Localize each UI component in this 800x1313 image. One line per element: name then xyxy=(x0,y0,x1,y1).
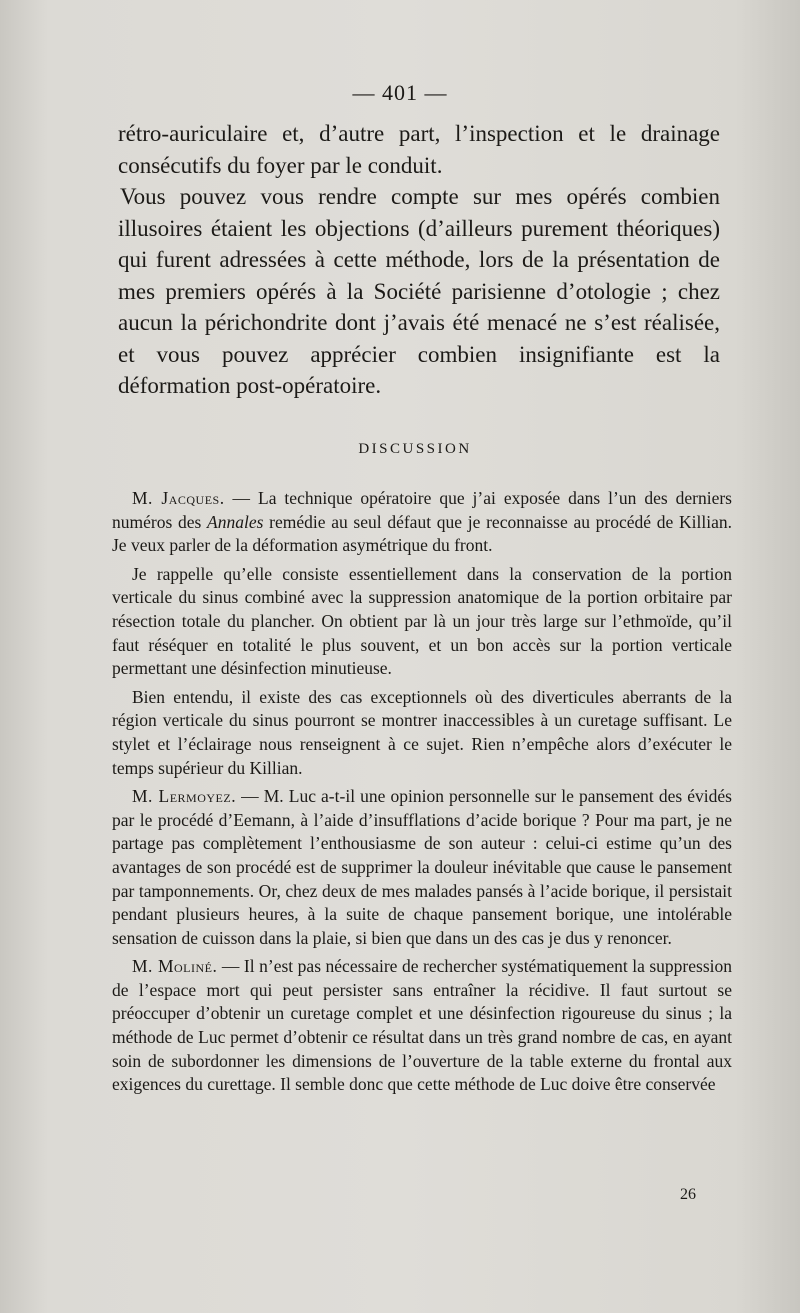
jacques-text-before: — La technique opératoire que j’ai exposée dans l’un des derniers numéros des xyxy=(112,488,732,532)
discussion-body xyxy=(112,487,732,1102)
speaker-name: M. Jacques. xyxy=(132,488,225,508)
jacques-paragraph-2: Je rappelle qu’elle consiste essentiellement dans la conservation de la portion verticale du sinus combiné avec la suppression anatomique de la portion orbitaire par résection totale du plancher. On obtient par là un jour très large sur l’ethmoïde, qu’il faut réséquer en totalité le plus souvent, et un bon accès sur la portion verticale permettant une désinfection minutieuse. xyxy=(112,563,732,679)
lermoyez-paragraph xyxy=(112,785,732,950)
molinie-text: — Il n’est pas nécessaire de rechercher systématiquement la suppression de l’espace mort qui peut persister sans entraîner la récidive. Il faut surtout se préoccuper d’obtenir un curetage complet et une désinfection rigoureuse du sinus ; la méthode de Luc permet d’obtenir ce résultat dans un très grand nombre de cas, en ayant soin de subordonner les dimensions de l’ouverture de la table externe du frontal aux exigences du curettage. Il semble donc que cette méthode de Luc doive être conservée xyxy=(112,956,733,1095)
paragraph-2-text: Vous pouvez vous rendre compte sur mes opérés combien illusoires étaient les objections (d’ailleurs purement théoriques) qui furent adressées à cette méthode, lors de la présentation de mes premiers opérés à la Société parisienne d’otologie ; chez aucun la périchondrite dont j’avais été menacé ne s’est réalisée, et vous pouvez apprécier combien insignifiante est la déformation post-opératoire. xyxy=(118,184,720,398)
molinie-paragraph xyxy=(112,955,732,1097)
speaker-name: M. Lermoyez. xyxy=(132,786,237,807)
main-text xyxy=(118,118,720,402)
paragraph-1: rétro-auriculaire et, d’autre part, l’inspection et le drainage consécutifs du foyer par le conduit. xyxy=(118,121,720,178)
jacques-text-after: remédie au seul défaut que je reconnaisse au procédé de Killian. Je veux parler de la déformation asymétrique du front. xyxy=(112,511,732,556)
page-number: — 401 — xyxy=(352,80,448,105)
signature-number: 26 xyxy=(680,1186,696,1203)
paragraph-2 xyxy=(118,181,720,402)
jacques-paragraph-3: Bien entendu, il existe des cas exceptionnels où des diverticules aberrants de la région verticale du sinus pourront se montrer inaccessibles à un curetage suffisant. Le stylet et l’éclairage nous renseignent à ce sujet. Rien n’empêche alors d’exécuter le temps supérieur du Killian. xyxy=(112,686,732,778)
journal-title: Annales xyxy=(207,511,264,532)
discussion-heading: DISCUSSION xyxy=(358,441,472,457)
lermoyez-text: — M. Luc a-t-il une opinion personnelle sur le pansement des évidés par le procédé d’Eemann, à l’aide d’insufflations d’acide borique ? Pour ma part, je ne partage pas complètement l’enthousiasme de son auteur : celui-ci estime qu’un des avantages de son procédé est de supprimer la douleur inévitable que cause le pansement par tamponnements. Or, chez deux de mes malades pansés à l’acide borique, il persistait pendant plusieurs heures, à la suite de chaque pansement borique, une intolérable sensation de cuisson dans la plaie, si bien que dans un des cas je dus y renoncer. xyxy=(112,786,732,948)
speaker-name: M. Moliné. xyxy=(132,956,218,977)
jacques-paragraph-1 xyxy=(112,487,732,558)
